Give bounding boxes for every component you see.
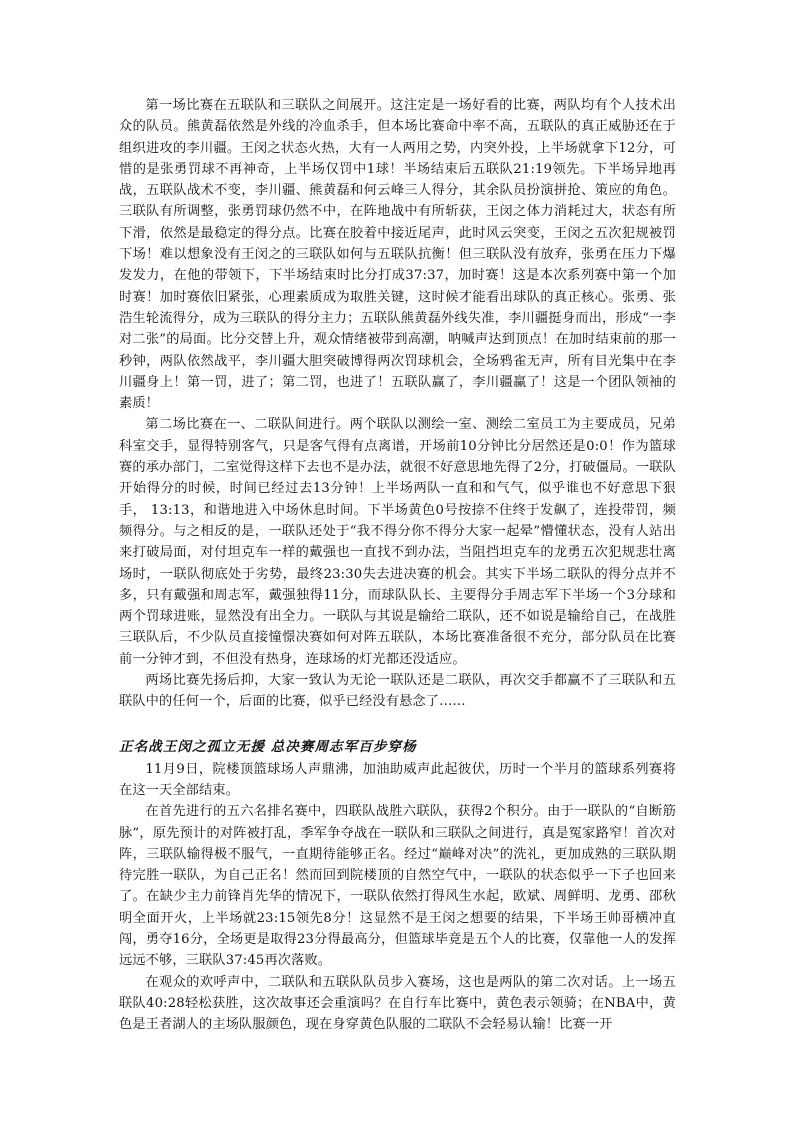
paragraph-final-game: 在观众的欢呼声中，二联队和五联队队员步入赛场，这也是两队的第二次对话。上一场五联队40:28轻松获胜，这次故事还会重演吗？在自行车比赛中，黄色表示领骑；在NBA中，黄色是王者湖人的主场队服颜色，现在身穿黄色队服的二联队不会轻易认输！比赛一开 (119, 974, 676, 1033)
paragraph-third-place: 在首先进行的五六名排名赛中，四联队战胜六联队，获得2个积分。由于一联队的“自断筋脉”，原先预计的对阵被打乱，季军争夺战在一联队和三联队之间进行，真是冤家路窄！首次对阵，三联队输得极不服气，一直期待能够正名。经过“巅峰对决”的洗礼，更加成熟的三联队期待完胜一联队，为自己正名！然而回到院楼顶的自然空气中，一联队的状态似乎一下子也回来了。在缺少主力前锋肖先华的情况下，一联队依然打得风生水起，欧斌、周鲜明、龙勇、邵秋明全面开火，上半场就23:15领先8分！这显然不是王闵之想要的结果，下半场王帅哥横冲直闯，勇夺16分，全场更是取得23分得最高分，但篮球毕竟是五个人的比赛，仅靠他一人的发挥远远不够，三联队37:45再次落败。 (119, 804, 676, 969)
section-heading: 正名战王闵之孤立无援 总决赛周志军百步穿杨 (119, 738, 417, 755)
paragraph-summary: 两场比赛先扬后抑，大家一致认为无论一联队还是二联队，再次交手都赢不了三联队和五联队中的任何一个，后面的比赛，似乎已经没有悬念了…… (119, 673, 676, 710)
paragraph-game-two: 第二场比赛在一、二联队间进行。两个联队以测绘一室、测绘二室员工为主要成员，兄弟科室交手，显得特别客气，只是客气得有点离谱，开场前10分钟比分居然还是0:0！作为篮球赛的承办部门，二室觉得这样下去也不是办法，就很不好意思地先得了2分，打破僵局。一联队开始得分的时候，时间已经过去13分钟！上半场两队一直和和气气，似乎谁也不好意思下狠手， 13:13，和谐地进入中场休息时间。下半场黄色0号按捺不住终于发飙了，连投带罚，频频得分。与之相反的是，一联队还处于“我不得分你不得分大家一起晕”懵懂状态，没有人站出来打破局面，对付坦克车一样的戴强也一直找不到办法，当阻挡坦克车的龙勇五次犯规悲壮离场时，一联队彻底处于劣势，最终23:30失去进决赛的机会。其实下半场二联队的得分点并不多，只有戴强和周志军，戴强独得11分，而球队队长、主要得分手周志军下半场一个3分球和两个罚球进账，显然没有出全力。一联队与其说是输给二联队，还不如说是输给自己，在战胜三联队后，不少队员直接憧憬决赛如何对阵五联队，本场比赛准备很不充分，部分队员在比赛前一分钟才到，不但没有热身，连球场的灯光都还没适应。 (119, 417, 676, 667)
paragraph-final-day: 11月9日，院楼顶篮球场人声鼎沸，加油助威声此起彼伏，历时一个半月的篮球系列赛将在这一天全部结束。 (119, 761, 676, 798)
paragraph-game-one: 第一场比赛在五联队和三联队之间展开。这注定是一场好看的比赛，两队均有个人技术出众的队员。熊黄磊依然是外线的冷血杀手，但本场比赛命中率不高，五联队的真正威胁还在于组织进攻的李川疆。王闵之状态火热，大有一人两用之势，内突外投，上半场就拿下12分，可惜的是张勇罚球不再神奇，上半场仅罚中1球！半场结束后五联队21:19领先。下半场异地再战，五联队战术不变，李川疆、熊黄磊和何云峰三人得分，其余队员扮演拼抢、策应的角色。三联队有所调整，张勇罚球仍然不中，在阵地战中有所斩获，王闵之体力消耗过大，状态有所下滑，依然是最稳定的得分点。比赛在胶着中接近尾声，此时风云突变，王闵之五次犯规被罚下场！难以想象没有王闵之的三联队如何与五联队抗衡！但三联队没有放弃，张勇在压力下爆发发力，在他的带领下，下半场结束时比分打成37:37，加时赛！这是本次系列赛中第一个加时赛！加时赛依旧紧张，心理素质成为取胜关键，这时候才能看出球队的真正核心。张勇、张浩生轮流得分，成为三联队的得分主力；五联队熊黄磊外线失准，李川疆挺身而出，形成“一李对二张”的局面。比分交替上升，观众情绪被带到高潮，呐喊声达到顶点！在加时结束前的那一秒钟，两队依然战平，李川疆大胆突破博得两次罚球机会，全场鸦雀无声，所有目光集中在李川疆身上！第一罚，进了；第二罚，也进了！五联队赢了，李川疆赢了！这是一个团队领袖的素质！ (119, 98, 676, 412)
document-page (119, 95, 676, 1035)
